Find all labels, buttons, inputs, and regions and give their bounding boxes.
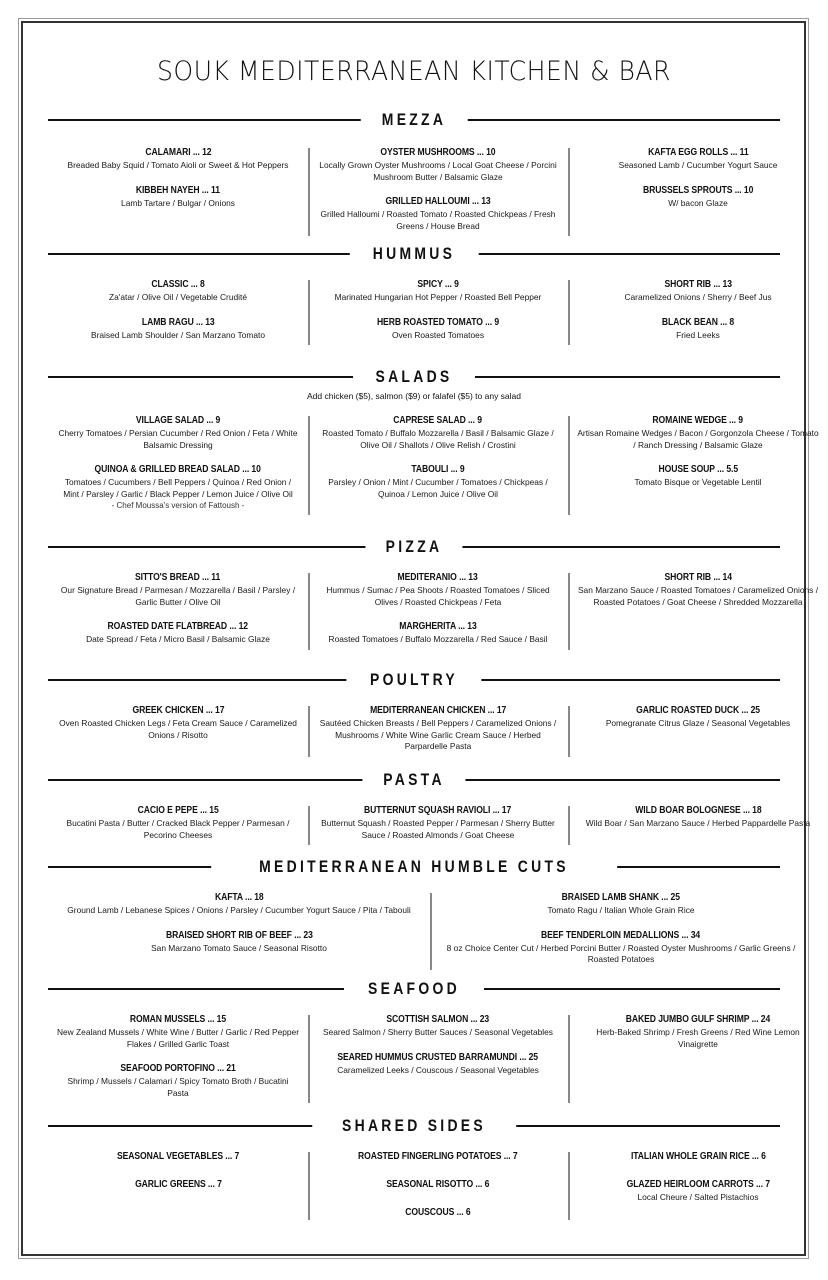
menu-column: [48, 887, 430, 974]
menu-item: SPICY ... 9 Marinated Hungarian Hot Pepper / Roasted Bell Pepper: [334, 279, 542, 302]
menu-item: CACIO E PEPE ... 15 Bucatini Pasta / Butter / Cracked Black Pepper / Parmesan / Pecorino Cheeses: [66, 805, 290, 840]
section-heading: SEAFOOD: [344, 977, 484, 1001]
menu-column: [48, 1146, 308, 1224]
menu-item: CALAMARI ... 12 Breaded Baby Squid / Tomato Aioli or Sweet & Hot Peppers: [67, 147, 289, 170]
menu-column: [568, 142, 828, 240]
section-heading: HUMMUS: [350, 242, 479, 266]
menu-item: CAPRESE SALAD ... 9 Roasted Tomato / Buffalo Mozzarella / Basil / Balsamic Glaze / Olive Oil / Shallots / Olive Relish / Crostini: [322, 415, 554, 450]
menu-column: [48, 410, 308, 519]
section-humble-cuts: [48, 855, 796, 974]
menu-column: [568, 1009, 828, 1107]
section-heading: POULTRY: [346, 668, 481, 692]
menu-column: [568, 410, 828, 519]
section-salads: [48, 365, 819, 519]
section-pasta: [48, 768, 811, 849]
menu-item: GARLIC ROASTED DUCK ... 25 Pomegranate Citrus Glaze / Seasonal Vegetables: [605, 705, 791, 728]
menu-column: [568, 274, 828, 349]
menu-column: [48, 274, 308, 349]
menu-column: [308, 410, 568, 519]
menu-column: [48, 800, 308, 849]
menu-item: GREEK CHICKEN ... 17 Oven Roasted Chicken Legs / Feta Cream Sauce / Caramelized Onions / Risotto: [59, 705, 297, 740]
menu-item: ROASTED FINGERLING POTATOES ... 7: [358, 1151, 518, 1162]
section-mezza: [48, 108, 780, 240]
menu-item: ITALIAN WHOLE GRAIN RICE ... 6: [630, 1151, 766, 1162]
salad-addon-note: Add chicken ($5), salmon ($9) or falafel ($5) to any salad: [306, 391, 522, 401]
menu-item: SEAFOOD PORTOFINO ... 21 Shrimp / Mussels / Calamari / Spicy Tomato Broth / Bucatini Pasta: [67, 1063, 289, 1098]
menu-column: [48, 1009, 308, 1107]
menu-item: COUSCOUS ... 6: [405, 1207, 471, 1218]
menu-item: SEARED HUMMUS CRUSTED BARRAMUNDI ... 25 Caramelized Leeks / Couscous / Seasonal Vegetables: [337, 1051, 539, 1075]
menu-column: [568, 700, 828, 761]
section-pizza: [48, 535, 819, 654]
restaurant-title: SOUK MEDITERRANEAN KITCHEN & BAR: [157, 56, 671, 87]
menu-column: [48, 700, 308, 761]
menu-item: CLASSIC ... 8 Za'atar / Olive Oil / Vegetable Crudité: [109, 279, 247, 302]
section-heading: PASTA: [362, 768, 465, 792]
menu-item: TABOULI ... 9 Parsley / Onion / Mint / Cucumber / Tomatoes / Chickpeas / Quinoa / Lemon Juice / Olive Oil: [328, 464, 548, 499]
menu-item: ROMAINE WEDGE ... 9 Artisan Romaine Wedges / Bacon / Gorgonzola Cheese / Tomato / Ranch Dressing / Balsamic Glaze: [577, 415, 819, 450]
menu-column: [308, 1009, 568, 1107]
section-heading: SHARED SIDES: [312, 1114, 516, 1138]
menu-column: [48, 142, 308, 240]
item-note: - Chef Moussa's version of Fattoush -: [111, 501, 245, 510]
menu-item: HERB ROASTED TOMATO ... 9 Oven Roasted Tomatoes: [376, 316, 500, 340]
menu-column: [568, 800, 828, 849]
menu-column: [308, 142, 568, 240]
menu-column: [430, 887, 812, 974]
section-hummus: [48, 242, 780, 349]
menu-item: SHORT RIB ... 13 Caramelized Onions / Sherry / Beef Jus: [624, 279, 772, 302]
menu-item: GARLIC GREENS ... 7: [134, 1179, 222, 1190]
menu-column: [308, 567, 568, 654]
menu-item: GRILLED HALLOUMI ... 13 Grilled Halloumi / Roasted Tomato / Roasted Chickpeas / Fresh Greens / House Bread: [320, 196, 556, 231]
menu-item: KAFTA ... 18 Ground Lamb / Lebanese Spices / Onions / Parsley / Cucumber Yogurt Sauce / Pita / Tabouli: [67, 892, 411, 915]
menu-item: MEDITERRANEAN CHICKEN ... 17 Sautéed Chicken Breasts / Bell Peppers / Caramelized Onions / Mushrooms / White Wine Garlic Cream Sauce / Herbed Parpardelle Pasta: [319, 705, 557, 751]
section-heading: SALADS: [353, 365, 475, 389]
menu-item: SHORT RIB ... 14 San Marzano Sauce / Roasted Tomatoes / Caramelized Onions / Roasted Potatoes / Goat Cheese / Shredded Mozzarella: [577, 572, 819, 607]
menu-item: SITTO'S BREAD ... 11 Our Signature Bread / Parmesan / Mozzarella / Basil / Parsley / Garlic Butter / Olive Oil: [60, 572, 296, 607]
menu-item: VILLAGE SALAD ... 9 Cherry Tomatoes / Persian Cucumber / Red Onion / Feta / White Balsamic Dressing: [58, 415, 298, 450]
menu-item: LAMB RAGU ... 13 Braised Lamb Shoulder / San Marzano Tomato: [91, 316, 265, 340]
menu-item: KIBBEH NAYEH ... 11 Lamb Tartare / Bulgar / Onions: [121, 184, 235, 208]
menu-item: BLACK BEAN ... 8 Fried Leeks: [661, 316, 735, 340]
menu-column: [308, 700, 568, 761]
section-heading: PIZZA: [365, 535, 462, 559]
section-heading: MEDITERRANEAN HUMBLE CUTS: [211, 855, 617, 879]
menu-item: ROMAN MUSSELS ... 15 New Zealand Mussels / White Wine / Butter / Garlic / Red Pepper Flakes / Grilled Garlic Toast: [56, 1014, 300, 1049]
menu-column: [48, 567, 308, 654]
menu-column: [568, 567, 828, 654]
menu-item: HOUSE SOUP ... 5.5 Tomato Bisque or Vegetable Lentil: [634, 464, 762, 487]
menu-item: MARGHERITA ... 13 Roasted Tomatoes / Buffalo Mozzarella / Red Sauce / Basil: [328, 621, 548, 644]
menu-item: BRAISED LAMB SHANK ... 25 Tomato Ragu / Italian Whole Grain Rice: [547, 892, 695, 915]
section-heading: MEZZA: [361, 108, 468, 132]
menu-item: BEEF TENDERLOIN MEDALLIONS ... 34 8 oz Choice Center Cut / Herbed Porcini Butter / Roasted Oyster Mushrooms / Garlic Greens / Roasted Potatoes: [446, 929, 796, 964]
section-seafood: [48, 977, 800, 1107]
menu-column: [568, 1146, 828, 1224]
menu-item: QUINOA & GRILLED BREAD SALAD ... 10 Tomatoes / Cucumbers / Bell Peppers / Quinoa / Red Onion / Mint / Parsley / Garlic / Black Pepper / Lemon Juice / Olive Oil - Chef Moussa's version of Fattoush -: [56, 459, 300, 511]
menu-item: OYSTER MUSHROOMS ... 10 Locally Grown Oyster Mushrooms / Local Goat Cheese / Porcini Mushroom Butter / Balsamic Glaze: [319, 147, 557, 182]
section-poultry: [48, 668, 791, 761]
menu-column: [308, 800, 568, 849]
menu-item: BRAISED SHORT RIB OF BEEF ... 23 San Marzano Tomato Sauce / Seasonal Risotto: [151, 929, 327, 953]
menu-item: ROASTED DATE FLATBREAD ... 12 Date Spread / Feta / Micro Basil / Balsamic Glaze: [86, 621, 270, 644]
menu-item: SCOTTISH SALMON ... 23 Seared Salmon / Sherry Butter Sauces / Seasonal Vegetables: [323, 1014, 553, 1037]
menu-column: [308, 274, 568, 349]
menu-item: GLAZED HEIRLOOM CARROTS ... 7 Local Cheure / Salted Pistachios: [626, 1179, 770, 1202]
menu-item: SEASONAL RISOTTO ... 6: [386, 1179, 490, 1190]
section-shared-sides: [48, 1114, 780, 1224]
menu-item: WILD BOAR BOLOGNESE ... 18 Wild Boar / San Marzano Sauce / Herbed Pappardelle Pasta: [585, 805, 811, 828]
menu-item: BUTTERNUT SQUASH RAVIOLI ... 17 Butternut Squash / Roasted Pepper / Parmesan / Sherry Butter Sauce / Roasted Almonds / Goat Cheese: [321, 805, 555, 840]
menu-item: BAKED JUMBO GULF SHRIMP ... 24 Herb-Baked Shrimp / Fresh Greens / Red Wine Lemon Vinaigrette: [596, 1014, 800, 1049]
menu-item: SEASONAL VEGETABLES ... 7: [116, 1151, 240, 1162]
menu-item: BRUSSELS SPROUTS ... 10 W/ bacon Glaze: [642, 184, 754, 208]
menu-column: [308, 1146, 568, 1224]
menu-item: MEDITERANIO ... 13 Hummus / Sumac / Pea Shoots / Roasted Tomatoes / Sliced Olives / Roasted Chickpeas / Feta: [326, 572, 550, 607]
menu-item: KAFTA EGG ROLLS ... 11 Seasoned Lamb / Cucumber Yogurt Sauce: [618, 147, 778, 170]
